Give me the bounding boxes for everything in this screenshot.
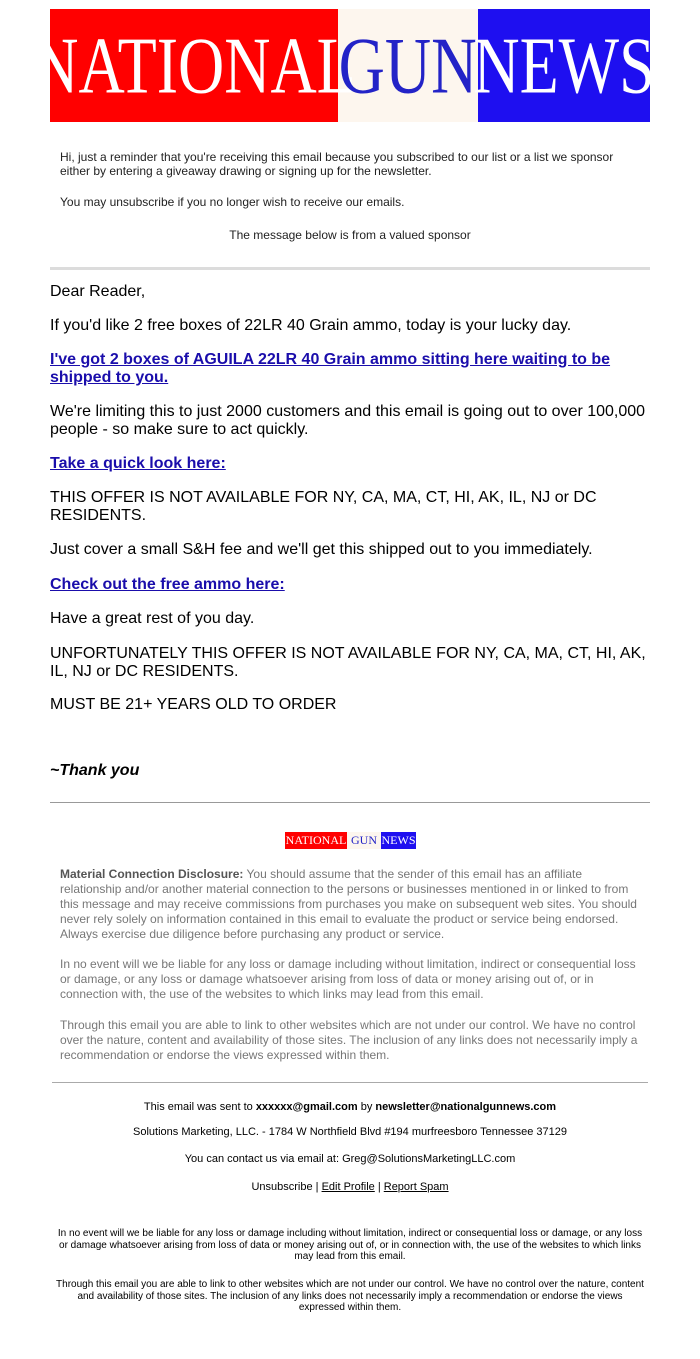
offer-link[interactable]: I've got 2 boxes of AGUILA 22LR 40 Grain ammo sitting here waiting to be shipped to you. xyxy=(50,351,611,386)
sender-email: newsletter@nationalgunnews.com xyxy=(375,1101,557,1113)
disclosure-text: You should assume that the sender of this email has an affiliate relationship and/or another material connection to the persons or businesses mentioned in or linked to from this message and may receive commissions from purchases you make on subsequent web sites. You should never rely solely on information contained in this email to evaluate the product or service being endorsed. Always exercise due diligence before purchasing any product or service. xyxy=(60,867,637,941)
separator: | xyxy=(315,1181,319,1193)
sponsor-notice: The message below is from a valued sponsor xyxy=(229,228,471,242)
material-disclosure xyxy=(60,867,640,942)
sent-by: by xyxy=(360,1101,373,1113)
banner-news xyxy=(473,9,655,122)
subscription-reminder: Hi, just a reminder that you're receiving this email because you subscribed to our list or a list we sponsor either by entering a giveaway drawing or signing up for the newsletter. xyxy=(60,150,614,178)
free-ammo-link[interactable]: Check out the free ammo here: xyxy=(50,576,285,593)
banner-news-text: NEWS xyxy=(473,20,655,110)
contact-line: You can contact us via email at: Greg@SolutionsMarketingLLC.com xyxy=(184,1153,516,1165)
fine-print-links: Through this email you are able to link to other websites which are not under our control. We have no control over the nature, content and availability of those sites. The inclusion of any links does not necessarily imply a recommendation or endorse the views expressed within them. xyxy=(56,1279,644,1313)
signoff: ~Thank you xyxy=(50,762,140,779)
company-address: Solutions Marketing, LLC. - 1784 W Northfield Blvd #194 murfreesboro Tennessee 37129 xyxy=(133,1126,567,1138)
footer-links xyxy=(50,1181,650,1193)
fine-print-liability: In no event will we be liable for any loss or damage including without limitation, indirect or consequential loss or damage, or any loss or damage whatsoever arising from loss of data or money arising out of, or in connection with, the use of the websites to which links may lead from this email. xyxy=(57,1228,643,1262)
banner-gun xyxy=(338,9,478,122)
edit-profile-link[interactable]: Edit Profile xyxy=(321,1181,375,1193)
disclosure-heading: Material Connection Disclosure: xyxy=(60,867,244,881)
report-spam-link[interactable]: Report Spam xyxy=(383,1181,449,1193)
divider xyxy=(52,1082,648,1083)
links-disclaimer: Through this email you are able to link to other websites which are not under our control. We have no control over the nature, content and availability of those sites. The inclusion of any links does not necessarily imply a recommendation or endorse the views expressed within them. xyxy=(60,1018,638,1062)
banner-national xyxy=(32,9,356,122)
closing-text: Have a great rest of you day. xyxy=(50,610,255,627)
greeting: Dear Reader, xyxy=(50,283,146,300)
recipient-email: xxxxxx@gmail.com xyxy=(255,1101,358,1113)
limit-text: We're limiting this to just 2000 customers and this email is going out to over 100,000 people - so make sure to act quickly. xyxy=(50,403,646,438)
unsubscribe-link[interactable]: Unsubscribe xyxy=(251,1181,313,1193)
banner-gun-text: GUN xyxy=(338,20,478,110)
age-requirement: MUST BE 21+ YEARS OLD TO ORDER xyxy=(50,696,337,713)
separator: | xyxy=(377,1181,381,1193)
sent-prefix: This email was sent to xyxy=(143,1101,253,1113)
restriction-text-2: UNFORTUNATELY THIS OFFER IS NOT AVAILABLE FOR NY, CA, MA, CT, HI, AK, IL, NJ or DC RESIDENTS. xyxy=(50,645,646,680)
divider xyxy=(50,267,650,270)
restriction-text: THIS OFFER IS NOT AVAILABLE FOR NY, CA, MA, CT, HI, AK, IL, NJ or DC RESIDENTS. xyxy=(50,489,597,524)
shipping-text: Just cover a small S&H fee and we'll get this shipped out to you immediately. xyxy=(50,541,593,558)
logo-gun: GUN xyxy=(347,832,381,849)
logo-news: NEWS xyxy=(381,833,416,847)
unsubscribe-notice: You may unsubscribe if you no longer wish to receive our emails. xyxy=(60,195,405,209)
footer-logo xyxy=(285,832,416,849)
quick-look-link[interactable]: Take a quick look here: xyxy=(50,455,226,472)
intro-text: If you'd like 2 free boxes of 22LR 40 Grain ammo, today is your lucky day. xyxy=(50,317,572,334)
logo-national: NATIONAL xyxy=(285,833,347,847)
sent-to-line xyxy=(50,1101,650,1113)
banner-national-text: NATIONAL xyxy=(32,20,356,110)
divider xyxy=(50,802,650,803)
liability-disclaimer: In no event will we be liable for any loss or damage including without limitation, indirect or consequential loss or damage, or any loss or damage whatsoever arising from loss of data or money arising out of, or in connection with, the use of the websites to which links may lead from this email. xyxy=(60,957,636,1001)
header-banner xyxy=(32,9,655,122)
